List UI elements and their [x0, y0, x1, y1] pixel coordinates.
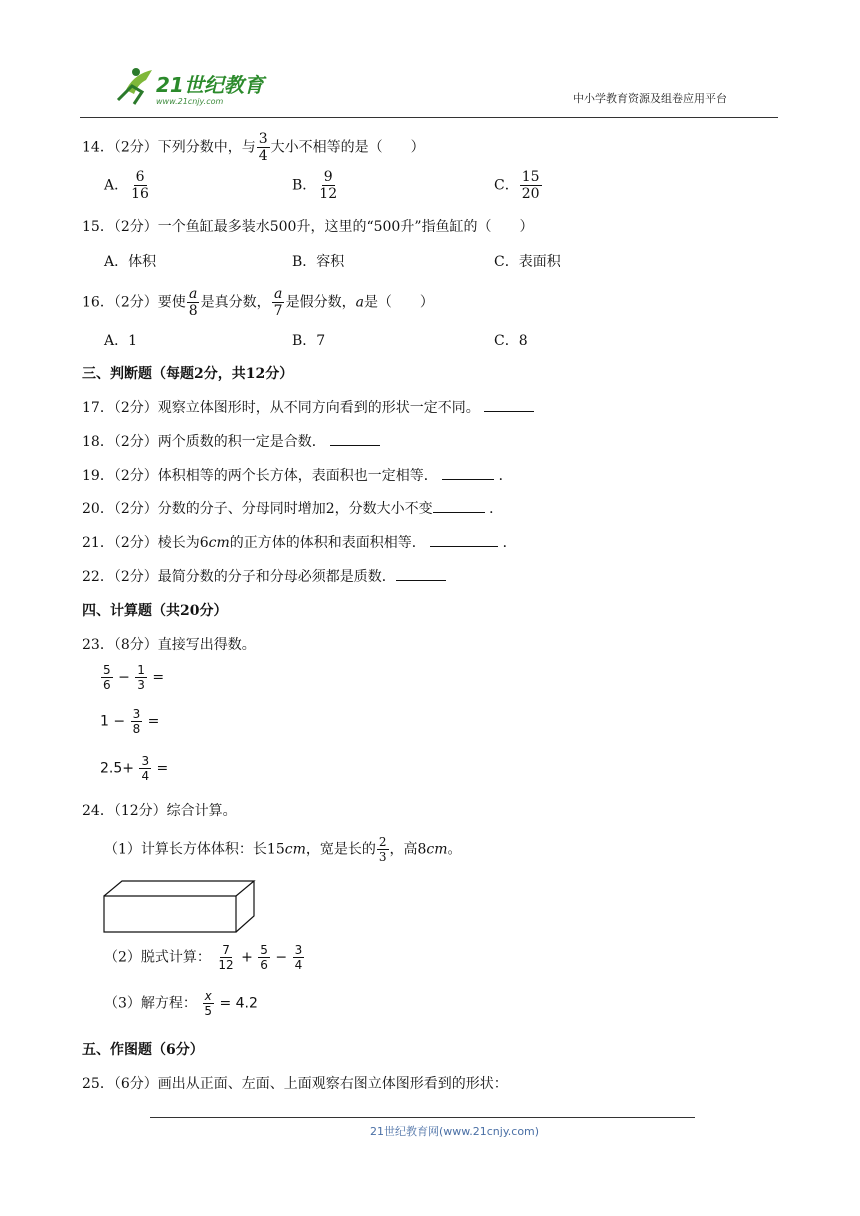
- logo-text: 21世纪教育: [156, 73, 264, 97]
- q16-option-b: B．7: [292, 333, 326, 349]
- answer-blank[interactable]: [484, 411, 534, 412]
- question-14: 14．（2分）下列分数中，与 $\frac{3}{4}$ 大小不相等的是（ ）: [82, 131, 425, 164]
- q16-option-c: C．8: [494, 333, 528, 349]
- section-4-title: 四、计算题（共20分）: [82, 603, 228, 619]
- q24-part-3: （3）解方程： $\frac{x}{5}$ = 4.2: [104, 989, 258, 1018]
- site-logo: [112, 60, 272, 110]
- answer-blank[interactable]: [433, 512, 485, 513]
- question-24: 24．（12分）综合计算。: [82, 803, 237, 819]
- question-25: 25．（6分）画出从正面、左面、上面观察右图立体图形看到的形状：: [82, 1076, 508, 1092]
- answer-blank[interactable]: [330, 445, 380, 446]
- question-17: 17．（2分）观察立体图形时，从不同方向看到的形状一定不同。: [82, 397, 534, 417]
- q16-option-a: A．1: [104, 333, 138, 349]
- section-5-title: 五、作图题（6分）: [82, 1042, 204, 1058]
- answer-blank[interactable]: [430, 546, 498, 547]
- q14-option-c: C． $\frac{15}{20}$: [494, 169, 540, 202]
- q15-option-a: A．体积: [104, 254, 157, 270]
- question-19: 19．（2分）体积相等的两个长方体，表面积也一定相等． ．: [82, 468, 513, 484]
- question-22: 22．（2分）最简分数的分子和分母必须都是质数．: [82, 566, 446, 586]
- q24-part-2: （2）脱式计算： $\frac{7}{12}$ + $\frac{5}{6}$ − $\frac{3}{4}$: [104, 943, 303, 972]
- runner-logo-icon: [112, 60, 272, 110]
- question-16: 16．（2分）要使 $\frac{a}{8}$ 是真分数， $\frac{a}{7}$ 是假分数，a是（ ）: [82, 286, 434, 319]
- logo-url: www.21cnjy.com: [156, 97, 224, 106]
- cuboid-figure: [100, 878, 260, 936]
- answer-blank[interactable]: [396, 580, 446, 581]
- footer-divider: [150, 1117, 695, 1118]
- q14-option-b: B． $\frac{9}{12}$: [292, 169, 338, 202]
- platform-name: 中小学教育资源及组卷应用平台: [573, 92, 727, 105]
- q14-option-a: A． $\frac{6}{16}$: [104, 169, 149, 202]
- answer-blank[interactable]: [442, 479, 494, 480]
- footer-link[interactable]: 21世纪教育网(www.21cnjy.com): [370, 1125, 540, 1138]
- question-21: 21．（2分）棱长为6cm的正方体的体积和表面积相等． ．: [82, 535, 517, 551]
- q23-expression-1: $\frac{5}{6}$ − $\frac{1}{3}$ =: [103, 663, 165, 692]
- section-3-title: 三、判断题（每题2分，共12分）: [82, 366, 294, 382]
- question-18: 18．（2分）两个质数的积一定是合数．: [82, 431, 380, 451]
- q23-expression-3: 2.5+ $\frac{3}{4}$ =: [100, 754, 169, 783]
- question-23: 23．（8分）直接写出得数。: [82, 637, 256, 653]
- q23-expression-2: 1 − $\frac{3}{8}$ =: [100, 707, 160, 736]
- question-20: 20．（2分）分数的分子、分母同时增加2，分数大小不变 ．: [82, 501, 504, 517]
- q24-part-1: （1）计算长方体体积：长15cm，宽是长的 $\frac{2}{3}$ ，高8cm。: [104, 835, 462, 864]
- header-divider: [80, 117, 778, 118]
- q15-option-b: B．容积: [292, 254, 345, 270]
- question-15: 15．（2分）一个鱼缸最多装水500升，这里的“500升”指鱼缸的（ ）: [82, 219, 534, 235]
- q15-option-c: C．表面积: [494, 254, 561, 270]
